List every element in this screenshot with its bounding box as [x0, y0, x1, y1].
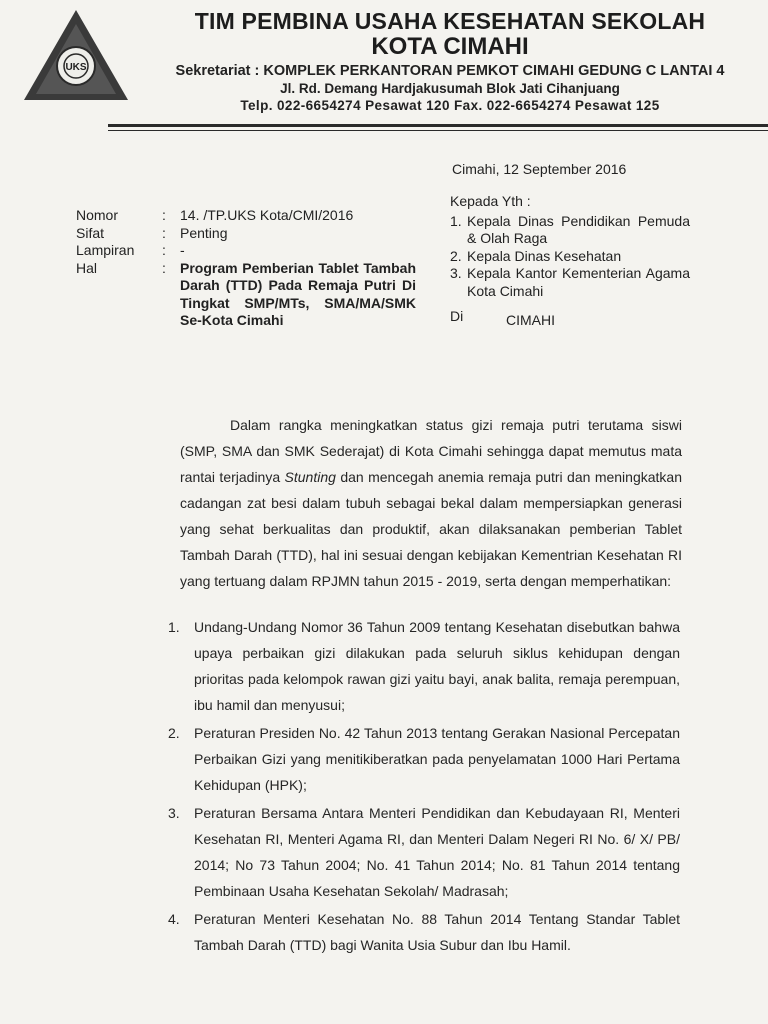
letterhead-address: Jl. Rd. Demang Hardjakusumah Blok Jati Cihanjuang	[280, 81, 620, 96]
logo-text: UKS	[65, 62, 87, 73]
reference-item: 2. Peraturan Presiden No. 42 Tahun 2013 tentang Gerakan Nasional Percepatan Perbaikan Gizi yang menitikiberatkan pada penyelamatan 1000 Hari Pertama Kehidupan (HPK);	[168, 725, 680, 793]
recipient-item: 2. Kepala Dinas Kesehatan	[450, 247, 622, 264]
recipient-greeting: Kepada Yth :	[450, 193, 531, 209]
meta-lampiran: Lampiran : -	[76, 242, 185, 258]
letter-meta	[76, 207, 416, 330]
recipient-item: 1. Kepala Dinas Pendidikan Pemuda & Olah Raga	[450, 212, 690, 246]
letterhead-divider-thin	[108, 130, 768, 131]
meta-sifat: Sifat : Penting	[76, 224, 228, 241]
recipient-block	[450, 193, 690, 330]
letter-body	[180, 412, 682, 594]
letterhead-phone: Telp. 022-6654274 Pesawat 120 Fax. 022-6654274 Pesawat 125	[240, 98, 660, 113]
letterhead-secretariat: Sekretariat : KOMPLEK PERKANTORAN PEMKOT CIMAHI GEDUNG C LANTAI 4	[175, 63, 725, 79]
letterhead-title: TIM PEMBINA USAHA KESEHATAN SEKOLAH	[194, 8, 706, 34]
letter-date: Cimahi, 12 September 2016	[452, 161, 627, 177]
reference-list	[168, 614, 680, 960]
letterhead	[140, 8, 760, 114]
meta-hal: Hal : Program Pemberian Tablet Tambah Darah (TTD) Pada Remaja Putri Di Tingkat SMP/MTs, SMA/MA/SMK Se-Kota Cimahi	[76, 259, 416, 328]
body-paragraph: Dalam rangka meningkatkan status gizi remaja putri terutama siswi (SMP, SMA dan SMK Sederajat) di Kota Cimahi sehingga dapat memutus mata rantai terjadinya Stunting dan mencegah anemia remaja putri dan meningkatkan cadangan zat besi dalam tubuh sebagai bekal dalam mempersiapkan generasi yang sehat berkualitas dan produktif, akan dilaksanakan pemberian Tablet Tambah Darah (TTD), hal ini sesuai dengan kebijakan Kementrian Kesehatan RI yang tertuang dalam RPJMN tahun 2015 - 2019, serta dengan memperhatikan:	[180, 417, 682, 589]
recipient-item: 3. Kepala Kantor Kementerian Agama Kota Cimahi	[450, 265, 690, 299]
reference-item: 1. Undang-Undang Nomor 36 Tahun 2009 tentang Kesehatan disebutkan bahwa upaya perbaikan gizi dilakukan pada seluruh siklus kehidupan dengan prioritas pada kelompok rawan gizi yaitu bayi, anak balita, remaja perempuan, ibu hamil dan menyusui;	[168, 619, 680, 713]
uks-logo	[20, 6, 132, 116]
recipient-place: Di CIMAHI	[450, 308, 555, 328]
letterhead-divider	[108, 124, 768, 127]
meta-nomor: Nomor : 14. /TP.UKS Kota/CMI/2016	[76, 207, 354, 223]
reference-item: 3. Peraturan Bersama Antara Menteri Pendidikan dan Kebudayaan RI, Menteri Kesehatan RI, Menteri Agama RI, dan Menteri Dalam Negeri RI No. 6/ X/ PB/ 2014; No 73 Tahun 2004; No. 41 Tahun 2014; No. 81 Tahun 2014 tentang Pembinaan Usaha Kesehatan Sekolah/ Madrasah;	[168, 805, 680, 899]
reference-item: 4. Peraturan Menteri Kesehatan No. 88 Tahun 2014 Tentang Standar Tablet Tambah Darah (TTD) bagi Wanita Usia Subur dan Ibu Hamil.	[168, 911, 680, 953]
letterhead-city: KOTA CIMAHI	[371, 33, 529, 60]
